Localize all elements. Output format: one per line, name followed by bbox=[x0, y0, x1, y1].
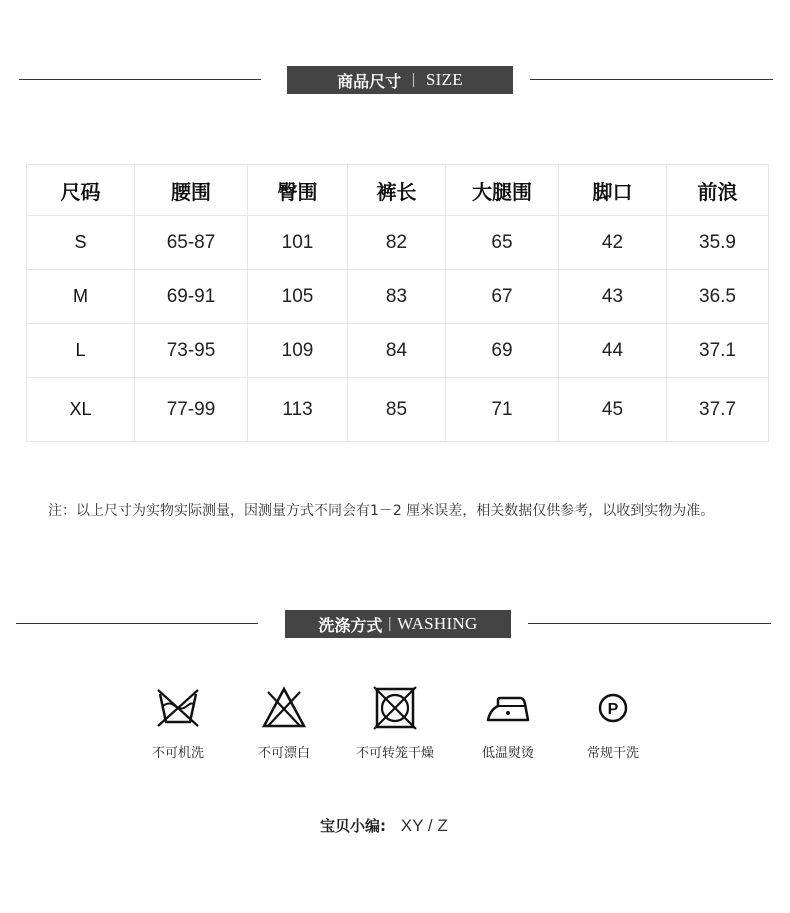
editor-value: XY / Z bbox=[400, 816, 448, 835]
size-title-box bbox=[287, 66, 513, 94]
care-item-no-bleach bbox=[234, 686, 334, 761]
title-separator: | bbox=[387, 616, 393, 632]
cell-hem: 42 bbox=[559, 216, 667, 270]
cell-length: 84 bbox=[348, 324, 446, 378]
cell-front-rise: 36.5 bbox=[667, 270, 769, 324]
table-row bbox=[27, 270, 769, 324]
care-label: 低温熨烫 bbox=[481, 746, 534, 761]
care-item-no-machine-wash bbox=[128, 686, 228, 761]
header-hip: 臀围 bbox=[248, 165, 348, 216]
measurement-note: 注：以上尺寸为实物实际测量，因测量方式不同会有1－2 厘米误差，相关数据仅供参考，以收到实物为准。 bbox=[48, 503, 715, 519]
care-label: 常规干洗 bbox=[586, 746, 639, 761]
divider-line-left bbox=[19, 79, 261, 80]
size-section-header bbox=[0, 66, 790, 94]
header-thigh: 大腿围 bbox=[446, 165, 559, 216]
cell-thigh: 65 bbox=[446, 216, 559, 270]
cell-thigh: 71 bbox=[446, 378, 559, 442]
divider-line-right bbox=[530, 79, 773, 80]
size-table bbox=[26, 164, 769, 442]
cell-hem: 44 bbox=[559, 324, 667, 378]
editor-label: 宝贝小编: bbox=[320, 817, 386, 835]
care-label: 不可漂白 bbox=[257, 746, 310, 761]
cell-thigh: 69 bbox=[446, 324, 559, 378]
header-size: 尺码 bbox=[27, 165, 135, 216]
title-separator: | bbox=[411, 72, 416, 88]
cell-hip: 105 bbox=[248, 270, 348, 324]
cell-size: S bbox=[27, 216, 135, 270]
header-hem: 脚口 bbox=[559, 165, 667, 216]
cell-front-rise: 37.7 bbox=[667, 378, 769, 442]
cell-length: 85 bbox=[348, 378, 446, 442]
washing-title-zh: 洗涤方式 bbox=[318, 615, 383, 635]
care-item-no-tumble-dry bbox=[345, 686, 445, 761]
no-machine-wash-icon bbox=[154, 686, 202, 730]
dry-clean-symbol: P bbox=[607, 701, 619, 718]
cell-front-rise: 37.1 bbox=[667, 324, 769, 378]
cell-front-rise: 35.9 bbox=[667, 216, 769, 270]
care-label: 不可机洗 bbox=[151, 746, 204, 761]
cell-hip: 109 bbox=[248, 324, 348, 378]
cell-hip: 113 bbox=[248, 378, 348, 442]
no-bleach-icon bbox=[260, 686, 308, 730]
dry-clean-p-icon bbox=[589, 686, 637, 730]
divider-line-left bbox=[16, 623, 258, 624]
cell-waist: 73-95 bbox=[135, 324, 248, 378]
cell-waist: 69-91 bbox=[135, 270, 248, 324]
washing-title-en: WASHING bbox=[397, 614, 478, 633]
cell-size: M bbox=[27, 270, 135, 324]
cell-hip: 101 bbox=[248, 216, 348, 270]
table-row bbox=[27, 324, 769, 378]
cell-length: 83 bbox=[348, 270, 446, 324]
header-waist: 腰围 bbox=[135, 165, 248, 216]
no-tumble-dry-icon bbox=[371, 686, 419, 730]
size-title-en: SIZE bbox=[425, 70, 463, 89]
editor-credit bbox=[320, 815, 448, 836]
cell-waist: 65-87 bbox=[135, 216, 248, 270]
cell-hem: 43 bbox=[559, 270, 667, 324]
size-title-zh: 商品尺寸 bbox=[337, 71, 402, 91]
header-front-rise: 前浪 bbox=[667, 165, 769, 216]
care-item-low-temp-iron bbox=[458, 686, 558, 761]
divider-line-right bbox=[528, 623, 771, 624]
washing-title-box bbox=[285, 610, 511, 638]
low-temp-iron-icon bbox=[484, 686, 532, 730]
washing-section-header bbox=[0, 610, 790, 638]
cell-hem: 45 bbox=[559, 378, 667, 442]
header-length: 裤长 bbox=[348, 165, 446, 216]
care-label: 不可转笼干燥 bbox=[355, 746, 434, 761]
care-item-dry-clean bbox=[563, 686, 663, 761]
table-row bbox=[27, 378, 769, 442]
cell-waist: 77-99 bbox=[135, 378, 248, 442]
cell-size: L bbox=[27, 324, 135, 378]
cell-size: XL bbox=[27, 378, 135, 442]
table-row bbox=[27, 216, 769, 270]
cell-length: 82 bbox=[348, 216, 446, 270]
cell-thigh: 67 bbox=[446, 270, 559, 324]
table-header-row bbox=[27, 165, 769, 216]
